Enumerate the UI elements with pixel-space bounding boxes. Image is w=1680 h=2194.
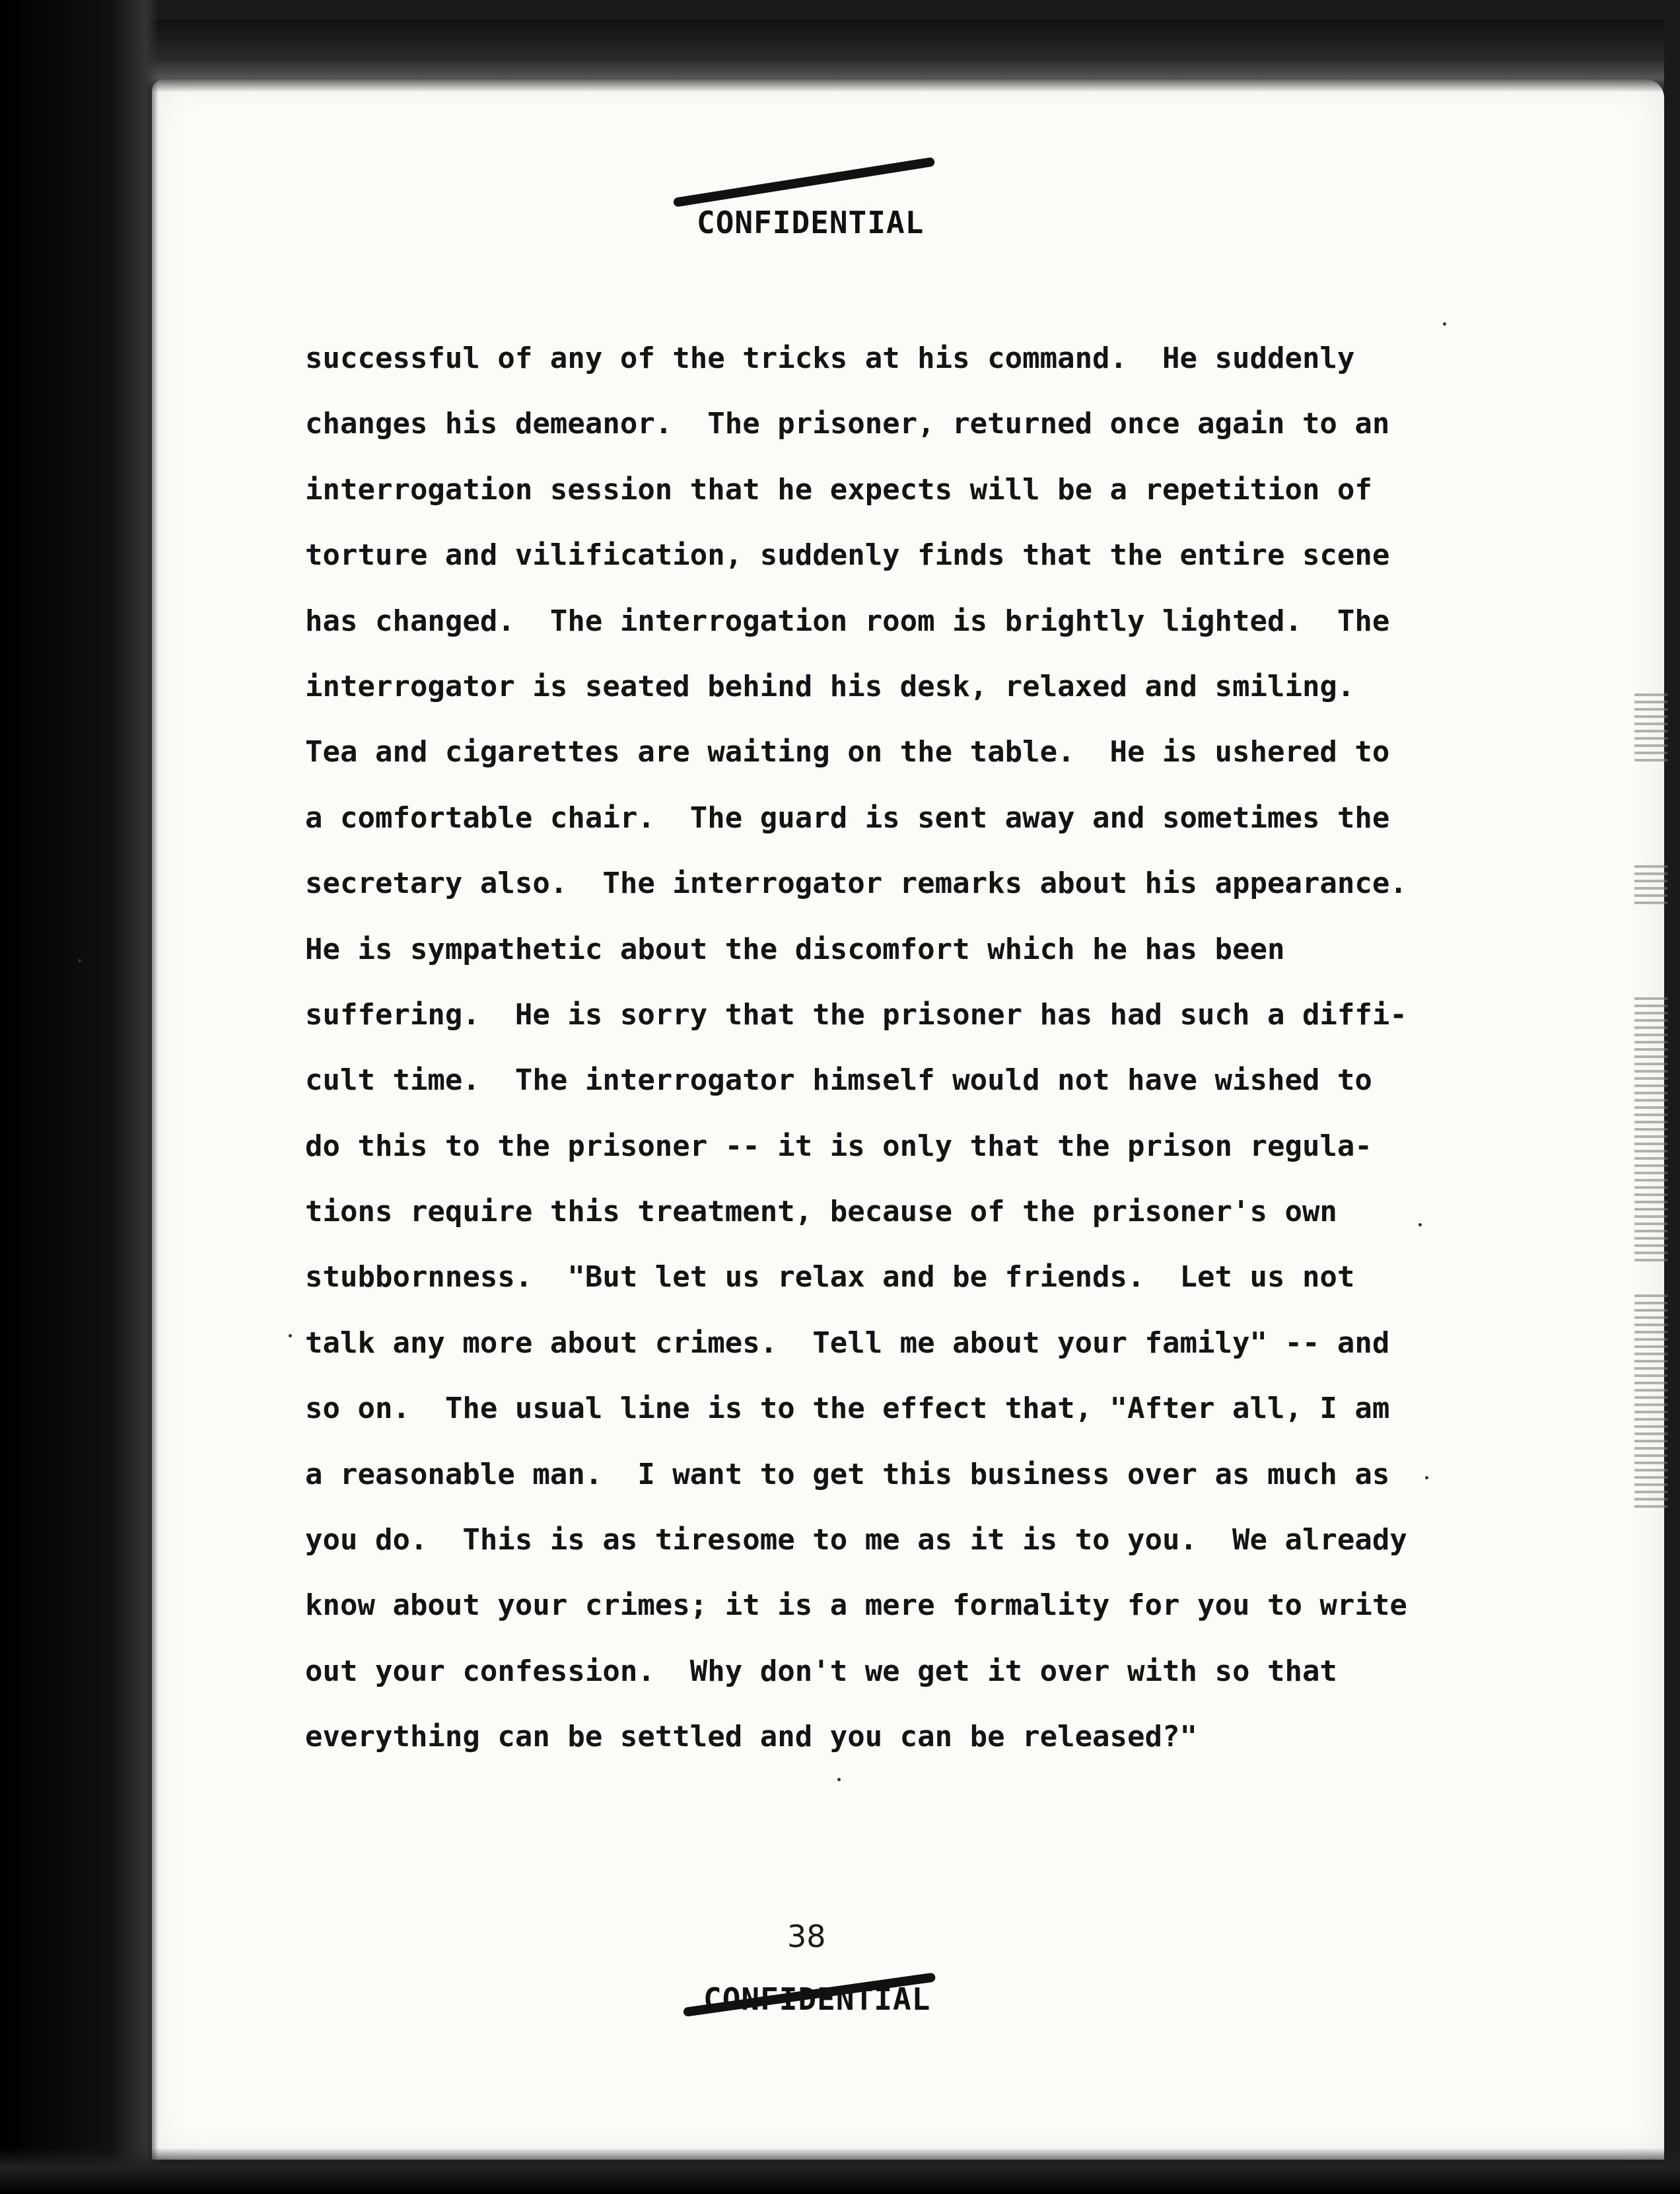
- scan-speck: [1443, 322, 1446, 326]
- text-line: cult time. The interrogator himself would not have wished to: [305, 1063, 1372, 1098]
- text-line: you do. This is as tiresome to me as it is to you. We already: [305, 1523, 1407, 1557]
- text-line: secretary also. The interrogator remarks about his appearance.: [305, 867, 1407, 901]
- text-line: everything can be settled and you can be released?": [305, 1720, 1198, 1754]
- edge-artifact: [1634, 693, 1667, 766]
- text-line: a comfortable chair. The guard is sent away and sometimes the: [305, 800, 1390, 835]
- text-line: He is sympathetic about the discomfort which he has been: [305, 932, 1285, 966]
- page-number: 38: [787, 1919, 826, 1954]
- scan-speck: [289, 1334, 292, 1337]
- text-line: do this to the prisoner -- it is only that the prison regula-: [305, 1129, 1372, 1163]
- scan-bottom-edge-shadow: [0, 2148, 1680, 2194]
- text-line: interrogation session that he expects will be a repetition of: [305, 472, 1372, 507]
- text-line: talk any more about crimes. Tell me about your family" -- and: [305, 1326, 1390, 1360]
- text-line: suffering. He is sorry that the prisoner has had such a diffi-: [305, 997, 1407, 1032]
- edge-artifact: [1634, 865, 1667, 905]
- text-line: tions require this treatment, because of the prisoner's own: [305, 1195, 1337, 1229]
- text-line: a reasonable man. I want to get this business over as much as: [305, 1457, 1390, 1491]
- edge-artifact: [1634, 1294, 1667, 1512]
- body-text: [305, 337, 1428, 1781]
- text-line: interrogator is seated behind his desk, relaxed and smiling.: [305, 669, 1355, 703]
- text-line: stubbornness. "But let us relax and be friends. Let us not: [305, 1260, 1355, 1294]
- scan-speck: [78, 959, 81, 962]
- text-line: so on. The usual line is to the effect that, "After all, I am: [305, 1392, 1390, 1426]
- edge-artifact: [1634, 997, 1667, 1261]
- text-line: Tea and cigarettes are waiting on the table. He is ushered to: [305, 735, 1390, 769]
- text-line: successful of any of the tricks at his command. He suddenly: [305, 341, 1355, 375]
- scan-top-edge-shadow: [66, 20, 1664, 92]
- text-line: know about your crimes; it is a mere formality for you to write: [305, 1588, 1407, 1623]
- text-line: has changed. The interrogation room is brightly lighted. The: [305, 604, 1390, 638]
- text-line: out your confession. Why don't we get it over with so that: [305, 1654, 1337, 1688]
- text-line: changes his demeanor. The prisoner, returned once again to an: [305, 407, 1390, 441]
- classification-stamp-top: CONFIDENTIAL: [697, 205, 925, 240]
- text-line: torture and vilification, suddenly finds that the entire scene: [305, 538, 1390, 573]
- scan-left-edge-shadow: [0, 0, 158, 2194]
- classification-stamp-bottom: CONFIDENTIAL: [703, 1981, 931, 2017]
